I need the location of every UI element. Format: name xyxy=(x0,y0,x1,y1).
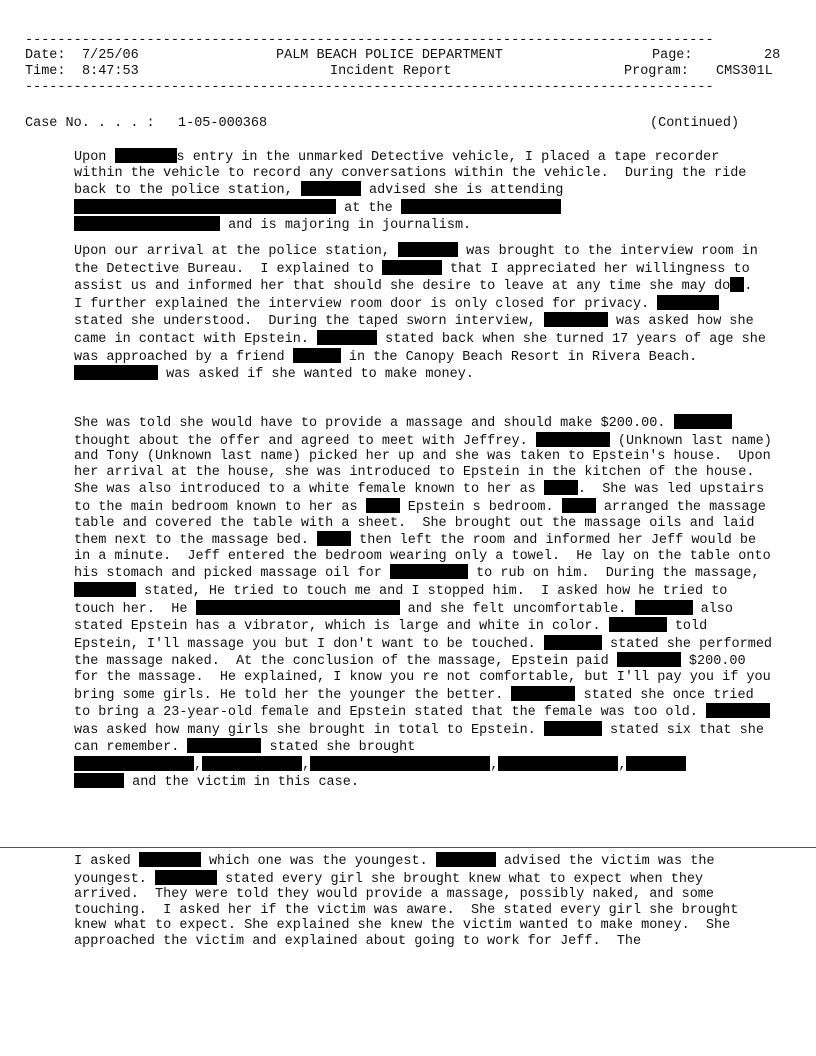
p3-text: and the victim in this case. xyxy=(132,775,359,791)
redaction-block xyxy=(382,260,442,275)
header-top-rule: ------------------------------------------------------------------------------------- xyxy=(25,33,714,48)
p3-text: stated she once tried to bring a 23-year-old female and Epstein stated that the female was too old. xyxy=(74,687,762,721)
p2-text: . I further explained the interview room door is only closed for privacy. xyxy=(74,279,769,312)
redaction-block xyxy=(366,498,400,513)
p4-text: advised the victim was the youngest. xyxy=(74,854,723,887)
p3-text: arranged the massage table and covered the table with a sheet. She brought out the massage oils and laid them next to the massage bed. xyxy=(74,499,774,549)
redaction-block xyxy=(626,756,686,771)
redaction-block xyxy=(74,582,136,597)
redaction-block xyxy=(74,199,336,214)
p4-text: which one was the youngest. xyxy=(208,854,428,869)
program-label: Program: xyxy=(624,64,689,79)
redaction-block xyxy=(390,564,468,579)
paragraph-3 xyxy=(74,414,781,791)
redaction-block xyxy=(730,277,744,292)
redaction-block xyxy=(398,242,458,257)
program-value: CMS301L xyxy=(716,64,773,79)
page-divider xyxy=(0,847,816,848)
redaction-block xyxy=(544,312,608,327)
redaction-block xyxy=(293,348,341,363)
p3-text: , xyxy=(490,757,499,773)
p2-text: was brought to the interview room in the Detective Bureau. I explained to xyxy=(74,244,766,277)
redaction-block xyxy=(310,756,490,771)
p3-text: told Epstein, I'll massage you but I don't want to be touched. xyxy=(74,619,716,652)
p2-text: stated back when she turned 17 years of age she was approached by a friend xyxy=(74,331,775,365)
p1-text: and is majoring in journalism. xyxy=(228,218,472,234)
redaction-block xyxy=(187,738,261,753)
redaction-block xyxy=(609,617,667,632)
redaction-block xyxy=(617,652,681,667)
p2-text: stated she understood. During the taped sworn interview, xyxy=(74,314,536,330)
p4-text: stated every girl she brought knew what to expect when they arrived. They were told they would provide a massage, possibly naked, and some touching. I asked her if the victim was aware. She stated every girl she brought knew what to expect. She explained she knew the victim wanted to make money. She approached the victim and explained about going to work for Jeff. The xyxy=(74,871,747,949)
redaction-block xyxy=(544,721,602,736)
redaction-block xyxy=(674,414,732,429)
redaction-block xyxy=(544,480,578,495)
redaction-block xyxy=(544,635,602,650)
time-value: 8:47:53 xyxy=(82,64,139,79)
p3-text: She was told she would have to provide a massage and should make $200.00. xyxy=(74,416,666,431)
redaction-block xyxy=(401,199,561,214)
p3-text: then left the room and informed her Jeff would be in a minute. Jeff entered the bedroom wearing only a towel. He lay on the table onto his stomach and picked massage oil for xyxy=(74,533,779,582)
redaction-block xyxy=(74,756,194,771)
p3-text: thought about the offer and agreed to meet with Jeffrey. xyxy=(74,433,528,449)
redaction-block xyxy=(498,756,618,771)
report-type: Incident Report xyxy=(330,64,452,79)
p3-text: to rub on him. During the massage, xyxy=(476,566,760,582)
paragraph-4 xyxy=(74,852,774,950)
redaction-block xyxy=(635,600,693,615)
p2-text: was asked if she wanted to make money. xyxy=(166,367,474,383)
case-number: 1-05-000368 xyxy=(178,116,268,131)
p2-text: that I appreciated her willingness to assist us and informed her that should she desire to leave at any time she may do xyxy=(74,261,758,295)
p3-text: stated, He tried to touch me and I stopped him. I asked how he tried to touch her. He xyxy=(74,583,736,617)
p3-text: stated she performed the massage naked. At the conclusion of the massage, Epstein paid xyxy=(74,636,781,670)
department-name: PALM BEACH POLICE DEPARTMENT xyxy=(276,48,503,63)
paragraph-2 xyxy=(74,242,774,383)
p3-text: stated she brought xyxy=(269,740,416,756)
p3-text: , xyxy=(302,757,311,773)
date-value: 7/25/06 xyxy=(82,48,139,63)
redaction-block xyxy=(436,852,496,867)
report-header xyxy=(0,0,816,120)
continued-note: (Continued) xyxy=(650,116,740,131)
p1-text: s entry in the unmarked Detective vehicle, I placed a tape recorder within the vehicle to record any conversations within the vehicle. During the ride back to the police station, xyxy=(74,150,755,199)
p2-text: Upon our arrival at the police station, xyxy=(74,244,390,259)
redaction-block xyxy=(74,773,124,788)
p3-text: , xyxy=(194,757,203,773)
redaction-block xyxy=(511,686,575,701)
p3-text: stated six that she can remember. xyxy=(74,722,773,756)
redaction-block xyxy=(155,870,217,885)
page-label: Page: xyxy=(652,48,693,63)
redaction-block xyxy=(115,148,177,163)
p3-text: . She was led upstairs to the main bedroom known to her as xyxy=(74,482,773,515)
redaction-block xyxy=(196,600,400,615)
page-number: 28 xyxy=(764,48,781,63)
p4-text: I asked xyxy=(74,854,131,869)
p3-text: (Unknown last name) and Tony (Unknown last name) picked her up and she was taken to Epstein's house. Upon her arrival at the house, she was introduced to Epstein in the kitchen of the house. She was also introduced to a white female known to her as xyxy=(74,433,780,498)
paragraph-1 xyxy=(74,148,774,234)
time-label: Time: xyxy=(25,64,66,79)
redaction-block xyxy=(301,181,361,196)
p3-text: $200.00 for the massage. He explained, I know you re not comfortable, but I'll pay you if you bring some girls. He told her the younger the better. xyxy=(74,654,779,703)
p1-text: Upon xyxy=(74,150,115,165)
p3-text: Epstein s bedroom. xyxy=(407,499,554,515)
redaction-block xyxy=(657,295,719,310)
p2-text: in the Canopy Beach Resort in Rivera Beach. xyxy=(348,349,698,365)
p3-text: also stated Epstein has a vibrator, which is large and white in color. xyxy=(74,601,742,635)
redaction-block xyxy=(139,852,201,867)
p2-text: was asked how she came in contact with Epstein. xyxy=(74,314,762,347)
p3-text: and she felt uncomfortable. xyxy=(407,601,627,617)
p3-text: was asked how many girls she brought in total to Epstein. xyxy=(74,722,536,738)
redaction-block xyxy=(562,498,596,513)
redaction-block xyxy=(536,432,610,447)
redaction-block xyxy=(317,531,351,546)
redaction-block xyxy=(74,216,220,231)
redaction-block xyxy=(202,756,302,771)
redaction-block xyxy=(74,365,158,380)
header-bottom-rule: ------------------------------------------------------------------------------------- xyxy=(25,80,714,95)
p3-text: , xyxy=(618,757,627,773)
redaction-block xyxy=(317,330,377,345)
redaction-block xyxy=(706,703,770,718)
p1-text: advised she is attending xyxy=(368,183,564,199)
case-label: Case No. . . . : xyxy=(25,116,155,131)
p1-text: at the xyxy=(344,200,393,216)
date-label: Date: xyxy=(25,48,66,63)
